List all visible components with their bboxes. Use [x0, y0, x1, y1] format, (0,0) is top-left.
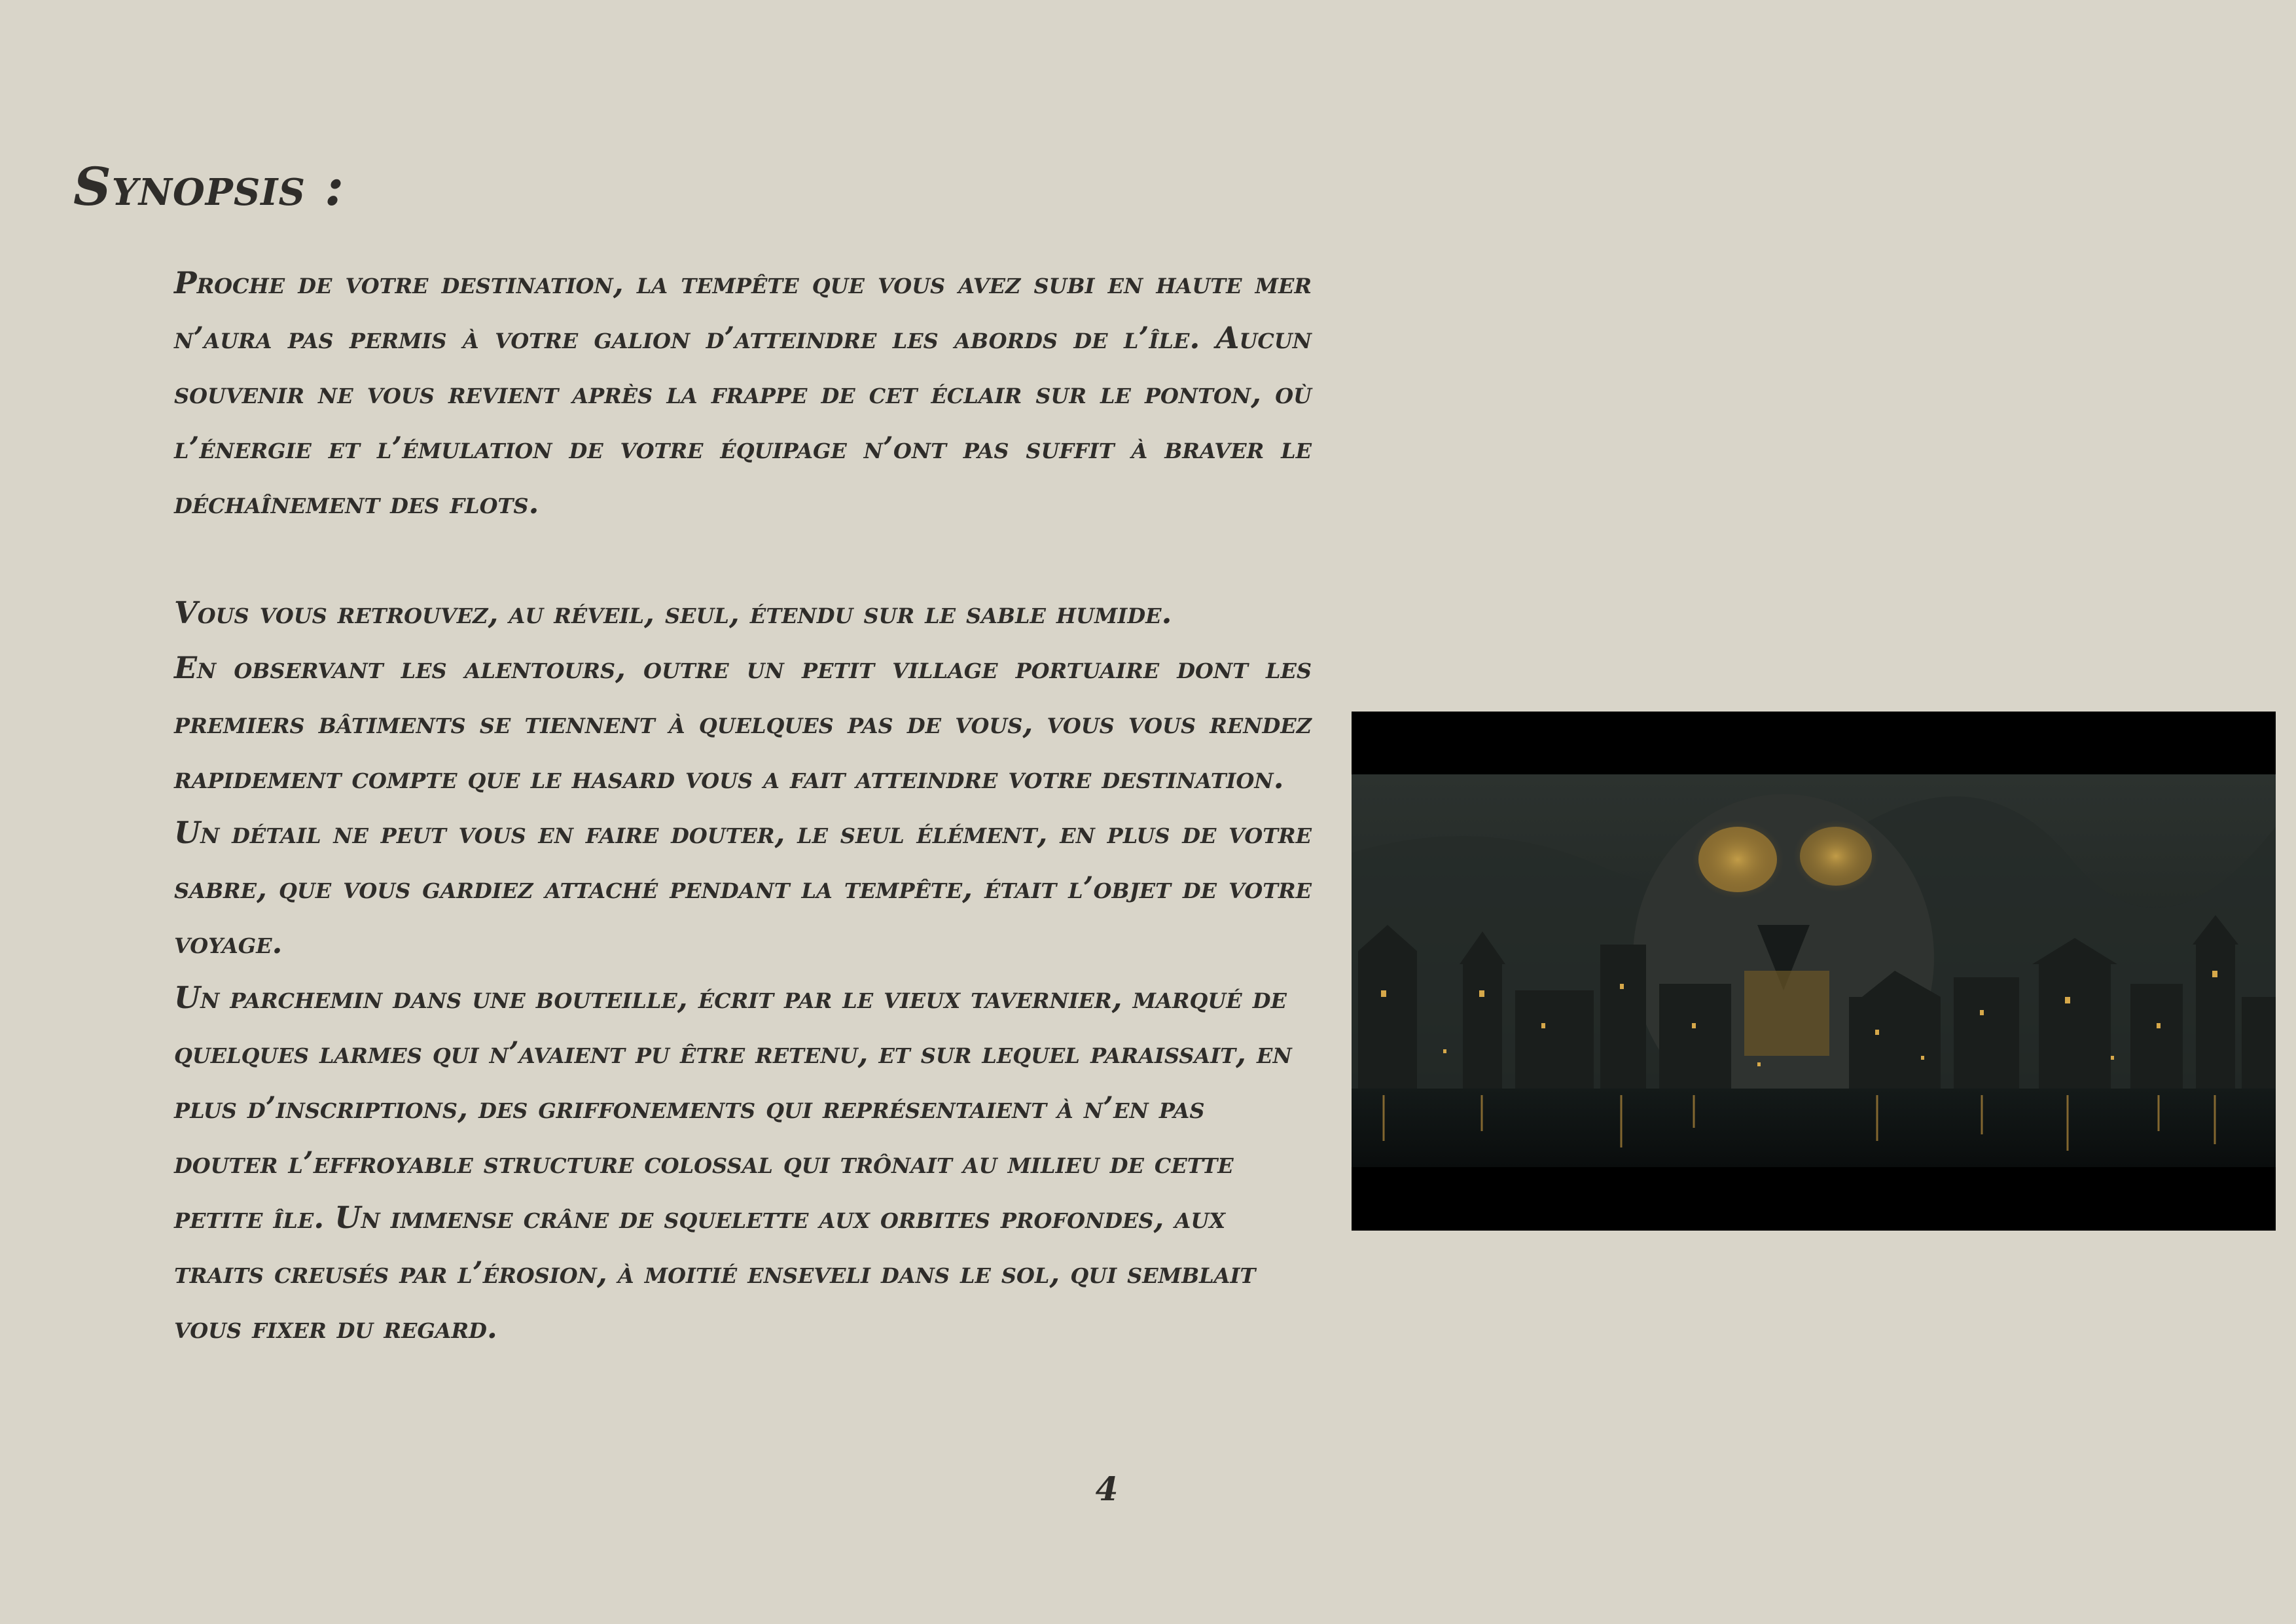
- paragraph: En observant les alentours, outre un petit village portuaire dont les premiers bâtiments se tiennent à quelques pas de vous, vous vous rendez rapidement compte que le hasard vous a fait atteindre votre destination.: [174, 650, 1312, 795]
- skull-island-village-image: [1352, 712, 2276, 1231]
- page-title: Synopsis :: [73, 156, 345, 217]
- paragraph: Vous vous retrouvez, au réveil, seul, étendu sur le sable humide.: [174, 595, 1172, 630]
- page-number: 4: [1095, 1470, 1119, 1508]
- paragraph: Un parchemin dans une bouteille, écrit par le vieux tavernier, marqué de quelques larmes qui n’avaient pu être retenu, et sur lequel paraissait, en plus d’inscriptions, des griffonements qui représentaient à n’en pas douter l’effroyable structure colossal qui trônait au milieu de cette petite île. Un immense crâne de squelette aux orbites profondes, aux traits creusés par l’érosion, à moitié enseveli dans le sol, qui semblait vous fixer du regard.: [174, 980, 1292, 1345]
- paragraph: Un détail ne peut vous en faire douter, le seul élément, en plus de votre sabre, que vous gardiez attaché pendant la tempête, était l’objet de votre voyage.: [174, 815, 1312, 960]
- image-scene: [1352, 774, 2276, 1167]
- paragraph-gap: [174, 530, 1312, 585]
- synopsis-body: [174, 255, 1312, 1355]
- paragraph: Proche de votre destination, la tempête que vous avez subi en haute mer n’aura pas permis à votre galion d’atteindre les abords de l’île. Aucun souvenir ne vous revient après la frappe de cet éclair sur le ponton, où l’énergie et l’émulation de votre équipage n’ont pas suffit à braver le déchaînement des flots.: [174, 265, 1312, 520]
